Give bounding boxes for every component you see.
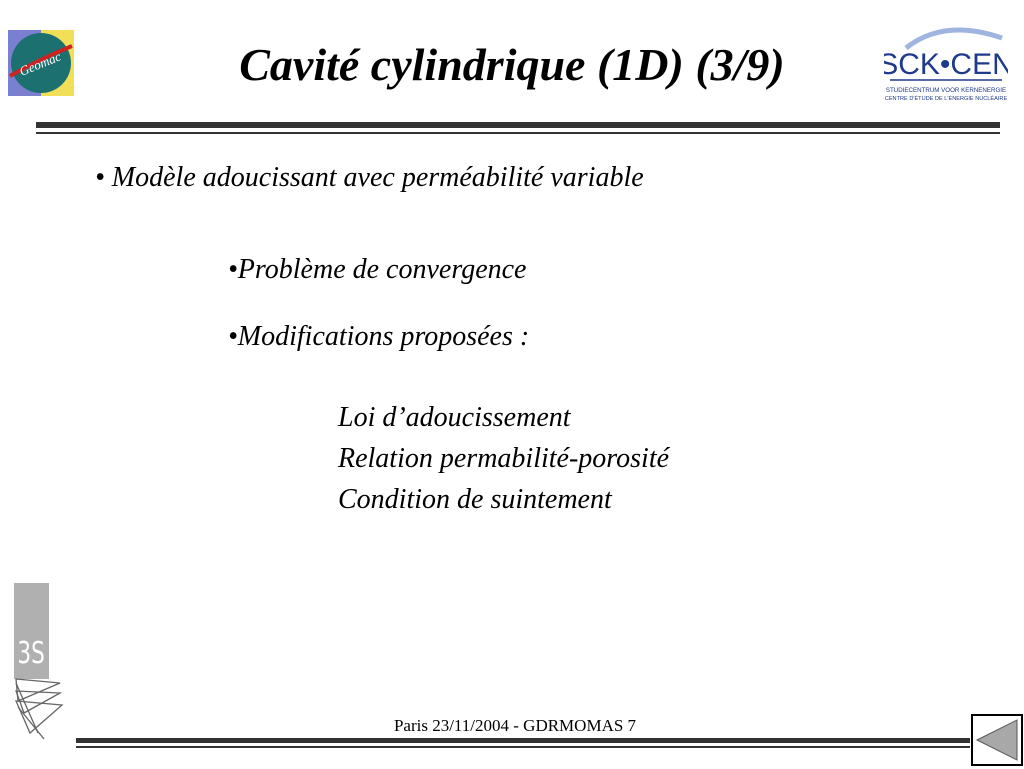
sub-bullet-convergence: •Problème de convergence	[228, 254, 527, 285]
sck-cen-sub2: CENTRE D'ÉTUDE DE L'ÉNERGIE NUCLÉAIRE	[884, 96, 1008, 102]
sck-cen-name: SCK•CEN	[884, 48, 1008, 81]
footer-rule-thin	[76, 746, 970, 748]
modification-item: Relation permabilité-porosité	[338, 443, 670, 474]
3s-badge-label: 3S	[17, 636, 45, 672]
header-rule-thick	[36, 122, 1000, 128]
nav-back-button[interactable]	[971, 714, 1023, 766]
modification-item: Loi d’adoucissement	[338, 402, 571, 433]
footer-text: Paris 23/11/2004 - GDRMOMAS 7	[393, 716, 637, 735]
modification-item: Condition de suintement	[338, 484, 612, 515]
3s-badge	[14, 583, 64, 743]
header-rule-thin	[36, 132, 1000, 134]
sck-cen-logo	[884, 24, 1008, 106]
triangle-left-icon	[973, 716, 1021, 764]
geomac-logo-label: Geomac	[17, 48, 63, 79]
footer-rule-thick	[76, 738, 970, 743]
sck-cen-sub1: STUDIECENTRUM VOOR KERNENERGIE	[885, 87, 1007, 94]
sub-bullet-modifications: •Modifications proposées :	[228, 321, 530, 352]
slide-title: Cavité cylindrique (1D) (3/9)	[239, 39, 785, 90]
main-bullet: • Modèle adoucissant avec perméabilité variable	[95, 162, 644, 193]
geomac-logo	[8, 30, 74, 96]
